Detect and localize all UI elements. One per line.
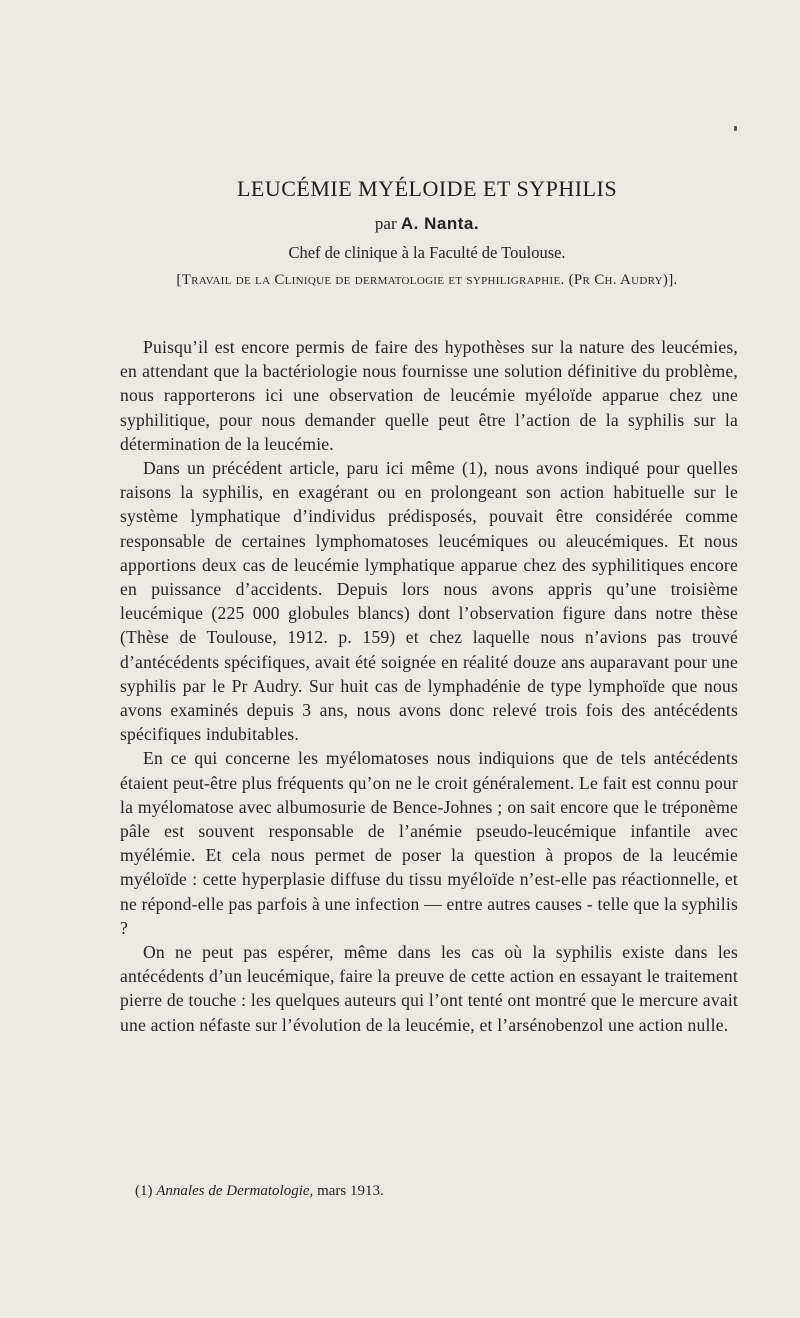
paragraph: En ce qui concerne les myélomatoses nous indiquions que de tels antécédents étaient peut-être plus fréquents qu’on ne le croit généralement. Le fait est connu pour la myélomatose avec albumosurie de Bence-Johnes ; on sait encore que le tréponème pâle est souvent responsable de l’anémie pseudo-leucémique infantile avec myélémie. Et cela nous permet de poser la question à propos de la leucémie myéloïde : cette hyperplasie diffuse du tissu myéloïde n’est-elle pas réactionnelle, et ne répond-elle pas parfois à une infection — entre autres causes - telle que la syphilis ? [120,748,739,938]
article-title: LEUCÉMIE MYÉLOIDE ET SYPHILIS [236,176,618,201]
footnote [135,1183,384,1200]
footnote-date: mars 1913. [317,1183,384,1199]
print-mark [734,126,737,131]
paragraph: On ne peut pas espérer, même dans les cas où la syphilis existe dans les antécédents d’un leucémique, faire la preuve de cette action en essayant le traitement pierre de touche : les quelques auteurs qui l’ont tenté ont montré que le mercure avait une action néfaste sur l’évolution de la leucémie, et l’arsénobenzol une action nulle. [120,942,738,1035]
footnote-number: (1) [135,1183,153,1199]
author-name: A. Nanta. [400,214,480,233]
author-affiliation: Chef de clinique à la Faculté de Toulouse. [288,243,566,262]
footnote-journal: Annales de Dermatologie, [156,1183,314,1199]
paragraph: Puisqu’il est encore permis de faire des hypothèses sur la nature des leucémies, en attendant que la bactériologie nous fournisse une solution définitive du problème, nous rapporterons ici une observation de leucémie myéloïde apparue chez une syphilitique, pour nous demander quelle peut être l’action de la syphilis sur la détermination de la leucémie. [120,337,738,454]
author-line [0,214,800,234]
paragraph: Dans un précédent article, paru ici même (1), nous avons indiqué pour quelles raisons la syphilis, en exagérant ou en prolongeant son action habituelle sur le système lymphatique d’individus prédisposés, pouvait être considérée comme responsable de certaines lymphomatoses leucémiques ou aleucémiques. Et nous apportions deux cas de leucémie lymphatique apparue chez des syphilitiques encore en puissance d’accidents. Depuis lors nous avons appris qu’une troisième leucémique (225 000 globules blancs) dont l’observation figure dans notre thèse (Thèse de Toulouse, 1912. p. 159) et chez laquelle nous n’avions pas trouvé d’antécédents spécifiques, avait été soignée en réalité douze ans auparavant pour une syphilis par le Pr Audry. Sur huit cas de lymphadénie de type lymphoïde que nous avons examinés depuis 3 ans, nous avons donc relevé trois fois des antécédents spécifiques indubitables. [120,458,738,745]
article-body [120,335,738,1037]
clinic-note: [Travail de la Clinique de dermatologie et syphiligraphie. (Pr Ch. Audry)]. [176,272,678,288]
byline-prefix: par [374,214,397,233]
